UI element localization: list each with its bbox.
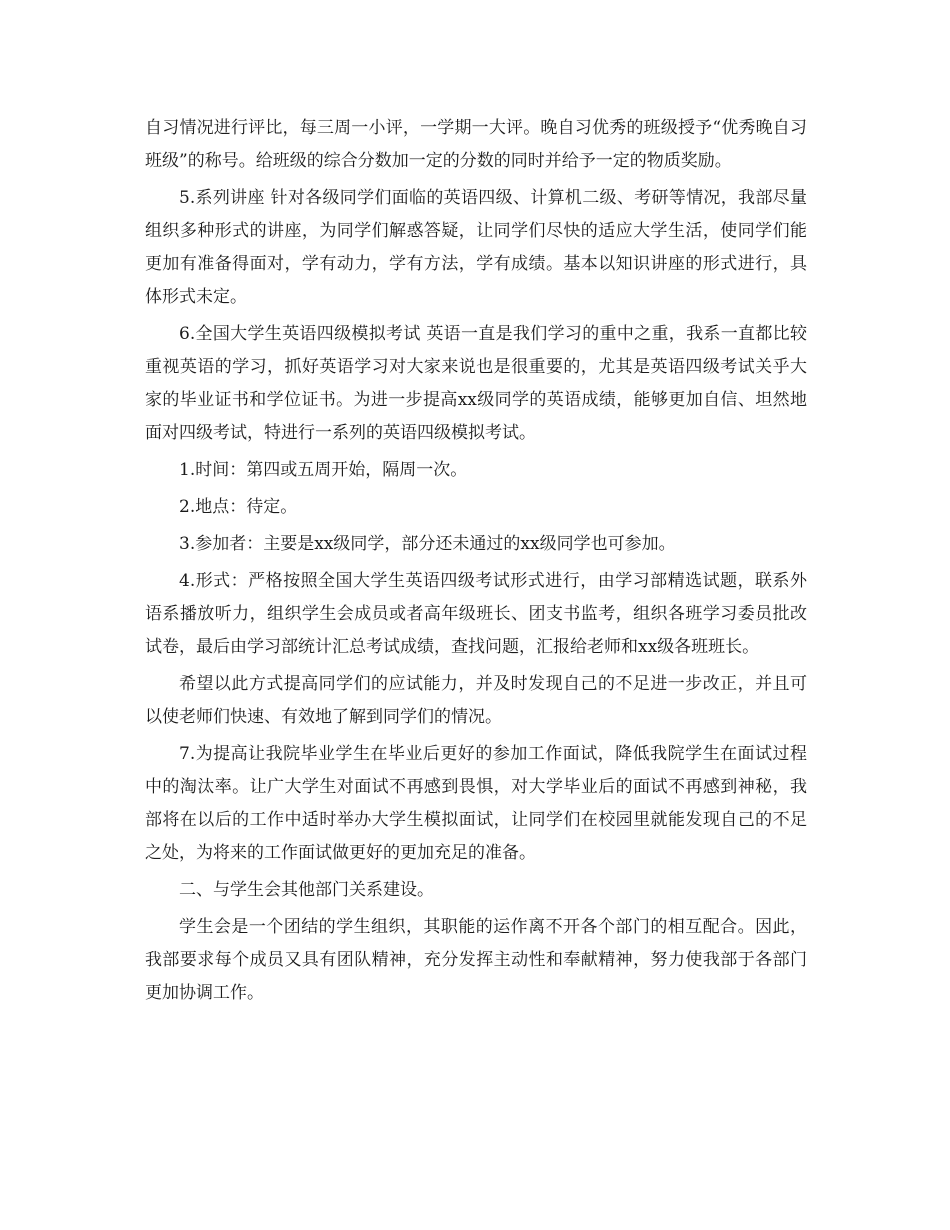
paragraph-teamwork: 学生会是一个团结的学生组织，其职能的运作离不开各个部门的相互配合。因此，我部要求每个成员又具有团队精神，充分发挥主动性和奉献精神，努力使我部于各部门更加协调工作。 [145,917,807,1003]
section-heading-department-relations: 二、与学生会其他部门关系建设。 [179,880,434,900]
paragraph-cet4-mock-exam: 6.全国大学生英语四级模拟考试 英语一直是我们学习的重中之重，我系一直都比较重视英语的学习，抓好英语学习对大家来说也是很重要的，尤其是英语四级考试关乎大家的毕业证书和学位证书。为进一步提高xx级同学的英语成绩，能够更加自信、坦然地面对四级考试，特进行一系列的英语四级模拟考试。 [145,324,807,443]
paragraph-exam-location: 2.地点：待定。 [179,497,298,517]
paragraph-exam-time: 1.时间：第四或五周开始，隔周一次。 [179,460,468,480]
paragraph-exam-purpose: 希望以此方式提高同学们的应试能力，并及时发现自己的不足进一步改正，并且可以使老师们快速、有效地了解到同学们的情况。 [145,674,807,727]
paragraph-exam-format: 4.形式：严格按照全国大学生英语四级考试形式进行，由学习部精选试题，联系外语系播放听力，组织学生会成员或者高年级班长、团支书监考，组织各班学习委员批改试卷，最后由学习部统计汇总考试成绩，查找问题，汇报给老师和xx级各班班长。 [145,571,807,657]
paragraph-evaluation-continued: 自习情况进行评比，每三周一小评，一学期一大评。晚自习优秀的班级授予“优秀晚自习班级”的称号。给班级的综合分数加一定的分数的同时并给予一定的物质奖励。 [145,118,807,171]
paragraph-mock-interview: 7.为提高让我院毕业学生在毕业后更好的参加工作面试，降低我院学生在面试过程中的淘汰率。让广大学生对面试不再感到畏惧，对大学毕业后的面试不再感到神秘，我部将在以后的工作中适时举办大学生模拟面试，让同学们在校园里就能发现自己的不足之处，为将来的工作面试做更好的更加充足的准备。 [145,744,807,863]
paragraph-lecture-series: 5.系列讲座 针对各级同学们面临的英语四级、计算机二级、考研等情况，我部尽量组织多种形式的讲座，为同学们解惑答疑，让同学们尽快的适应大学生活，使同学们能更加有准备得面对，学有动力，学有方法，学有成绩。基本以知识讲座的形式进行，具体形式未定。 [145,188,807,307]
paragraph-exam-participants: 3.参加者：主要是xx级同学，部分还未通过的xx级同学也可参加。 [179,534,676,554]
document-body [145,112,807,1014]
